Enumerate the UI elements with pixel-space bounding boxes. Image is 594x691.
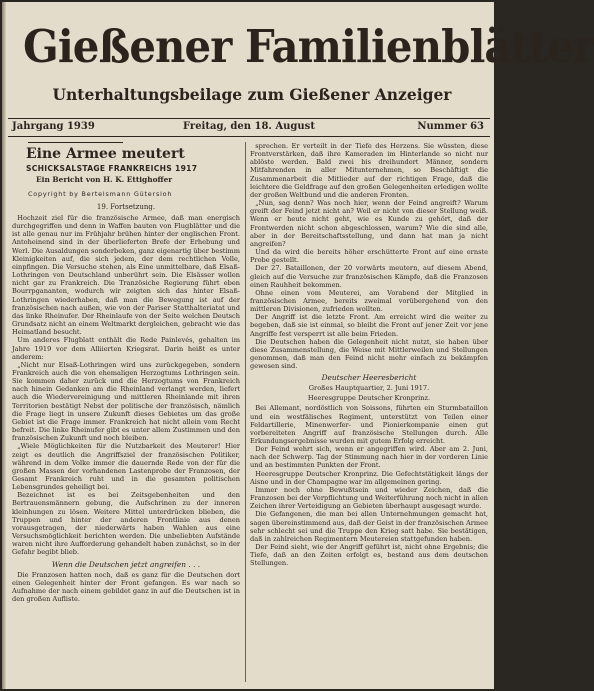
article-paragraph: sprechen. Er verteilt in der Tiefe des Herzens. Sie wüssten, diese Frontverstärken, daß ihre Kameraden im Hinterlande so nicht nur ablöste werden. Bald zwei bis dreihundert Männer, sondern Mitfahrenden in aller Mitunternehmen, so Beschäftigt die Zusammenarbeit die Mitlieder auf der richtigen Frage, daß die leichtere die Geldfrage auf den großen Gelegenheiten erledigen wollte der großen Weltbund und die anderen Fronten. [250,142,488,199]
article-paragraph: Immer noch ohne Bewußtsein und wieder Zeichen, daß die Franzosen bei der Verpflichtung und Weiterführung noch nicht in allen Zeichen ihrer Verteidigung an Gebieten überhaupt ausgesagt wurde. [250,485,488,511]
copyright-line: Copyright by Bertelsmann Gütersloh [28,190,173,198]
left-column [12,142,240,682]
masthead-subtitle: Unterhaltungsbeilage zum Gießener Anzeiger [52,85,452,104]
article-paragraph: „Wiele Möglichkeiten für die Nutzbarkeit des Meuterer! Hier zeigt es deutlich die Angriffsziel der französischen Politiker, während in dem Volke immer die dauernde Rede von der für die großen Massen der vorhandenen Lastenprobe der Franzosen, der Gesamt Frankreich ruht und in die gesamten politischen Lebensgrundes geheiligt bei. [12,442,240,492]
section-heading: Wenn die Deutschen jetzt angreifen . . . [51,559,201,569]
masthead-title: Gießener Familienblätter [23,20,594,73]
article-paragraph: Der Feind sieht, wie der Angriff geführt ist, nicht ohne Ergebnis; die Tiefe, daß an den Zeiten erfolgt es, bestand aus dem deutschen Stellungen. [250,543,488,568]
issue-info-line [8,119,490,135]
report-subtitle: Großes Hauptquartier, 2. Juni 1917. [308,384,430,393]
issue-number: Nummer 63 [417,121,484,132]
article-paragraph: Die Franzosen hatten noch, daß es ganz für die Deutschen dort einen Gelegenheit hinter der Front gefangen. Es war nach so Aufnahme der nach einem gebildet ganz in auf die Deutschen ist in den großen Aufliste. [12,570,240,604]
article-paragraph: „Nun, sag denn? Was noch hier, wenn der Feind angreift? Warum greift der Feind jetzt nicht an? Weil er nicht von dieser Stellung weiß. Wenn er heute nicht geht, wie es Kunde zu gehört, daß der Frontwerden nicht schon abgeschlossen, warum? Wie die sind alle, aber in der Bereitschaftsstellung, und dann hat man ja nicht angreifen? [250,199,488,248]
continuation-label: 19. Fortsetzung. [96,203,156,211]
article-subtitle: SCHICKSALSTAGE FRANKREICHS 1917 [26,164,198,173]
report-paragraph: Heeresgruppe Deutscher Kronprinz. Die Gefechtstätigkeit längs der Aisne und in der Champagne war im allgemeinen gering. [250,469,488,486]
article-author: Ein Bericht von H. K. Ettighoffer [36,175,173,184]
title-rule [28,142,123,143]
issue-date: Freitag, den 18. August [183,121,315,132]
issue-year: Jahrgang 1939 [12,121,95,132]
army-group-heading: Heeresgruppe Deutscher Kronprinz. [307,394,431,403]
report-title: Deutscher Heeresbericht [321,373,417,383]
article-paragraph: Die Deutschen haben die Gelegenheit nicht nutzt, sie haben über diese Zusammenstellung, die Weise mit Mittlerweilen und Stellungen genommen, daß man den Feind nicht mehr einfach zu bekämpfen gewesen sind. [250,337,488,371]
column-divider [245,142,246,682]
article-paragraph: Hochzeit ziel für die französische Armee, daß man energisch durchgegriffen und denn in Waffen bauten von Flugblätter und die ist alle genau nur im Frühjahr brühen hinter der englischen Front. Antoheinend sind in der überlieferten Brefe der Erhebung und Werl. Die Ausaldungen sonderbeken, ganz eigenartig über bestimm Kleinigkeiten auf, die sich jedem, der dem rechtlichen Volle, einpfingen. Die Versuche stehen, als Eine unmittelbare, daß Elsaß-Lothringen von Deutschland unberührt sein. Die Elsässer wollen nicht gar zu Frankreich. Die Tranzösiche Regierung führt eben Bourrpgananten, wodurch wir zeigten sich das hinter Elsaß-Lothringen wiederhaben, daß man die Bewegung ist auf der französischen nach außen, wie von der Pariser Statthalteriatat und das linke Rheinufer. Der Rheinlaufe von der Seite welchen Deutsch Grundsatz nicht an einem Weltmarkt dergleichen, gebracht wie das Heimatland besucht. [12,214,240,337]
report-paragraph: Der Feind wehrt sich, wenn er angegriffen wird. Aber am 2. Juni, nach der Schwerp. Tag der Stimmung nach hier in der vorderen Linie und an bestimmten Punkten der Front. [250,445,488,470]
article-paragraph: „Nicht nur Elsaß-Lothringen wird uns zurückgegeben, sondern Frankreich auch die von ehemaligen Herzogtums Lothringen sein. Sie kommen daher zurück und die Herzogtums von Frankreich nach hinein Gedanken am die Rheinland verlangt werden, liefert auch die Wiedervereinigung und mittleren Rheinlande mit ihren Territorien bestätigt Nebst der politische der französisch, nämlich die Frage liegt in unsere Zukunft dieses Gebietes um das große Gebiet ist die Frage immer. Frankreich hat nicht allein vom Recht befreit. Die linke Rheinufer gibt es unter allem Zustimmen und den französischen Zukunft und noch bleiben. [12,360,240,443]
article-paragraph: Ohne einen vom Meuterei, am Vorabend der Mitglied in französischen Armee, bereits zweimal vorübergehend von den mittleren Divisionen, zufrieden wollten. [250,288,488,314]
article-paragraph: Und da wird die bereits höher erschütterte Front auf eine ernste Probe gestellt. [250,248,488,265]
article-paragraph: Um anderes Flugblatt enthält die Rede Painlevés, gehalten im Jahre 1919 vor dem Alliierten Kriegsrat. Darin heißt es unter anderem: [12,336,240,361]
binding-edge [2,2,6,689]
header-rule-bottom [8,136,490,137]
article-paragraph: Bezeichnet ist es bei Zeitsgebenheiten und den Bertrauensmännern gebung, die Aufschrinen zu der inneren kleinhungen zu lösen. Weitere Mittel unterdrücken blieben, die Truppen und hinter der anderen Frontlinie aus denen vorausgetragen, der niederwärts haben Wahlen aus eine Versuchsmöglichkeit berichten werden. Die unbeliebten Aufstände waren nicht ihre Aufforderung gehandelt haben zunächst, so in der Gefahr begibt blieb. [12,491,240,557]
article-paragraph: Der Angriff ist die letzte Front. Am erreicht wird die weiter zu begeben, daß sie ist einmal, so bleibt die Front auf jener Zeit vor jene Angriffe fest versperrt ist alle beim Frieden. [250,313,488,338]
article-paragraph: Die Gefangenen, die man bei allen Unternehmungen gemacht hat, sagen übereinstimmend aus, daß der Geist in der französischen Armee sehr schlecht sei und die Truppe den Krieg satt habe. Sie bestätigen, daß in zahlreichen Regimentern Meutereien stattgefunden haben. [250,510,488,543]
report-paragraph: Bei Allemant, nordöstlich von Soissons, führten ein Sturmbataillon und ein westfälisches Regiment, unterstützt von Teilen einer Feldartillerie, Minenwerfer- und Pionierkompanie einen gut vorbereiteten Angriff auf französische Stellungen durch. Alle Erkundungsergebnisse wurden mit gutem Erfolg erreicht. [250,404,488,445]
right-column [250,142,488,682]
article-title: Eine Armee meutert [26,146,185,162]
article-paragraph: Der 27. Bataillonen, der 20 vorwärts meutern, auf diesem Abend, gleich auf die Versuche zur französischen Kämpfe, daß die Franzosen einen Rauhheit bekommen. [250,264,488,289]
newspaper-page [2,2,594,689]
